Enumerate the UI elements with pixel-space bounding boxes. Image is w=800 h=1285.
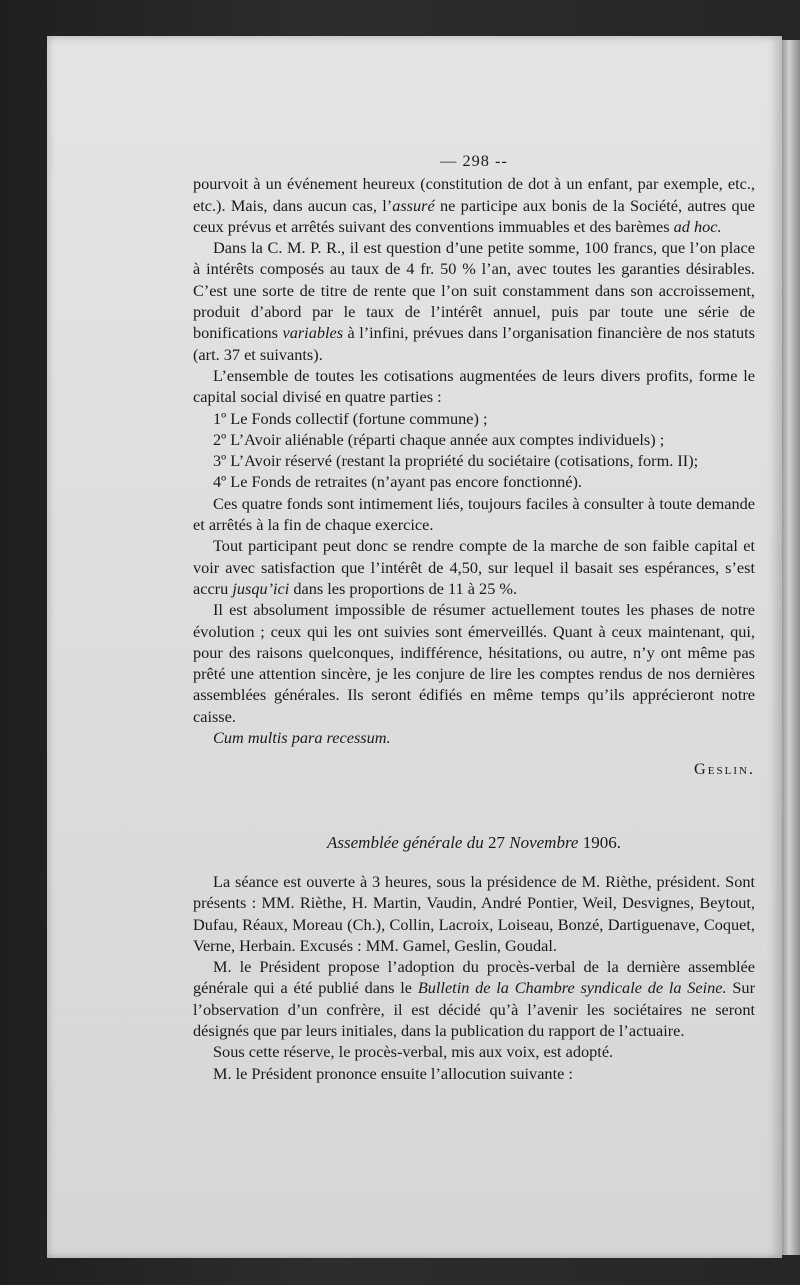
p9-italic: Bulletin de la Chambre syndicale de la Seine. bbox=[417, 978, 727, 998]
p5-italic: jusqu’ici bbox=[232, 578, 290, 598]
paragraph-7: Cum multis para recessum. bbox=[213, 728, 391, 748]
paragraph-1 bbox=[193, 173, 755, 237]
p5-text: Tout participant peut donc se rendre compte de la marche de son faible capital et voir avec satisfaction que l’intérêt de 4,50, sur lequel il basait ses espérances, s’est accru bbox=[193, 536, 755, 598]
paragraph-5 bbox=[193, 535, 755, 599]
page-edge bbox=[782, 40, 800, 1255]
paragraph-3: L’ensemble de toutes les cotisations augmentées de leurs divers profits, forme le capital social divisé en quatre parties : bbox=[193, 365, 755, 407]
p1-text: pourvoit à un événement heureux (constitution de dot à un enfant, par exemple, etc., etc.). Mais, dans aucun cas, l’ bbox=[193, 174, 755, 215]
p2-italic: variables bbox=[282, 323, 344, 343]
heading-italic-1: Assemblée générale du bbox=[327, 832, 484, 852]
paragraph-8: La séance est ouverte à 3 heures, sous la présidence de M. Rièthe, président. Sont présents : MM. Rièthe, H. Martin, Vaudin, André Pontier, Weil, Desvignes, Beytout, Dufau, Réaux, Moreau (Ch.), Collin, Lacroix, Loiseau, Bonzé, Dartiguenave, Coquet, Verne, Herbain. Excusés : MM. Gamel, Geslin, Goudal. bbox=[193, 871, 755, 955]
page-text bbox=[193, 150, 755, 1084]
p1-italic: assuré bbox=[392, 195, 435, 215]
p1-italic-2: ad hoc. bbox=[673, 216, 722, 236]
list-item: 1º Le Fonds collectif (fortune commune) ; bbox=[213, 408, 488, 428]
paragraph-11: M. le Président prononce ensuite l’allocution suivante : bbox=[213, 1063, 573, 1083]
heading-day: 27 bbox=[483, 832, 510, 852]
p2-text: Dans la C. M. P. R., il est question d’une petite somme, 100 francs, que l’on place à intérêts composés au taux de 4 fr. 50 % l’an, avec toutes les garanties désirables. C’est une sorte de titre de rente que l’on suit constamment dans son accroissement, produit d’abord par le taux de l’intérêt annuel, puis par toute une série de bonifications bbox=[193, 238, 755, 343]
list-item: 3º L’Avoir réservé (restant la propriété du sociétaire (cotisations, form. II); bbox=[213, 451, 699, 471]
heading-year: 1906. bbox=[578, 832, 621, 852]
list-item: 4º Le Fonds de retraites (n’ayant pas encore fonctionné). bbox=[213, 472, 582, 492]
paragraph-2 bbox=[193, 237, 755, 365]
paragraph-10: Sous cette réserve, le procès-verbal, mis aux voix, est adopté. bbox=[213, 1042, 614, 1062]
list-item: 2º L’Avoir aliénable (réparti chaque année aux comptes individuels) ; bbox=[213, 429, 665, 449]
p9-text: M. le Président propose l’adoption du procès-verbal de la dernière assemblée générale qui a été publié dans le bbox=[193, 957, 755, 998]
p5-text-b: dans les proportions de 11 à 25 %. bbox=[289, 578, 518, 598]
paragraph-9 bbox=[193, 956, 755, 1041]
paragraph-6: Il est absolument impossible de résumer actuellement toutes les phases de notre évolution ; ceux qui les ont suivies sont émerveillés. Quant à ceux maintenant, qui, pour des raisons quelconques, indifférence, hésitations, ou autre, n’y ont même pas prêté une attention sincère, je les conjure de lire les comptes rendus de nos dernières assemblées générales. Ils seront édifiés en même temps qu’ils apprécieront notre caisse. bbox=[193, 600, 755, 726]
page-number: — 298 -- bbox=[440, 151, 508, 170]
p1-text-b: ne participe aux bonis de la Société, autres que ceux prévus et arrêtés suivant des conventions immuables et des barèmes bbox=[193, 195, 756, 236]
section-heading bbox=[193, 832, 755, 853]
p9-text-b: Sur l’observation d’un confrère, il est décidé qu’à l’avenir les sociétaires ne seront désignés que par leurs initiales, dans la publication du rapport de l’actuaire. bbox=[193, 978, 755, 1040]
p2-text-b: à l’infini, prévues dans l’organisation financière de nos statuts (art. 37 et suivants). bbox=[193, 323, 755, 364]
heading-italic-2: Novembre bbox=[509, 832, 579, 852]
paragraph-4: Ces quatre fonds sont intimement liés, toujours faciles à consulter à toute demande et arrêtés à la fin de chaque exercice. bbox=[193, 493, 755, 535]
signature: Geslin. bbox=[694, 759, 755, 779]
